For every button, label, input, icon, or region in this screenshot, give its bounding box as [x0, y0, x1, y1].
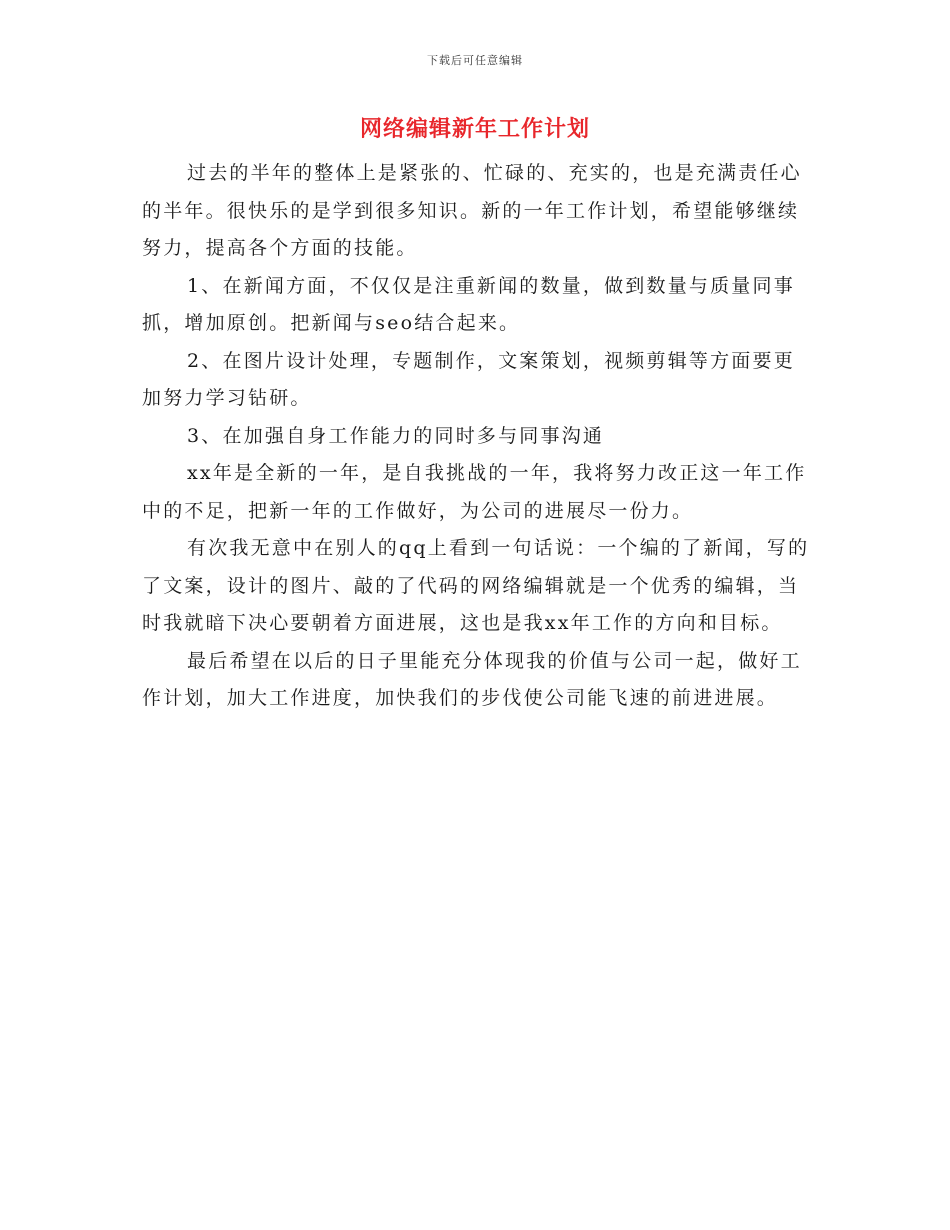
paragraph-intro: 过去的半年的整体上是紧张的、忙碌的、充实的，也是充满责任心的半年。很快乐的是学到很多知识。新的一年工作计划，希望能够继续努力，提高各个方面的技能。 — [142, 162, 802, 259]
paragraph-item-1: 1、在新闻方面，不仅仅是注重新闻的数量，做到数量与质量同事抓，增加原创。把新闻与seo结合起来。 — [142, 274, 795, 334]
paragraph-item-2: 2、在图片设计处理，专题制作，文案策划，视频剪辑等方面要更加努力学习钻研。 — [142, 349, 795, 409]
paragraph-closing: 最后希望在以后的日子里能充分体现我的价值与公司一起，做好工作计划，加大工作进度，加快我们的步伐使公司能飞速的前进进展。 — [142, 649, 802, 709]
paragraph-item-3: 3、在加强自身工作能力的同时多与同事沟通 — [187, 424, 605, 447]
header-note: 下载后可任意编辑 — [427, 54, 523, 67]
document-body — [142, 155, 812, 718]
paragraph-inspiration: 有次我无意中在别人的qq上看到一句话说：一个编的了新闻，写的了文案，设计的图片、敲的了代码的网络编辑就是一个优秀的编辑，当时我就暗下决心要朝着方面进展，这也是我xx年工作的方向和目标。 — [142, 537, 810, 634]
document-title: 网络编辑新年工作计划 — [359, 116, 590, 142]
paragraph-new-year: xx年是全新的一年，是自我挑战的一年，我将努力改正这一年工作中的不足，把新一年的工作做好，为公司的进展尽一份力。 — [142, 462, 807, 522]
